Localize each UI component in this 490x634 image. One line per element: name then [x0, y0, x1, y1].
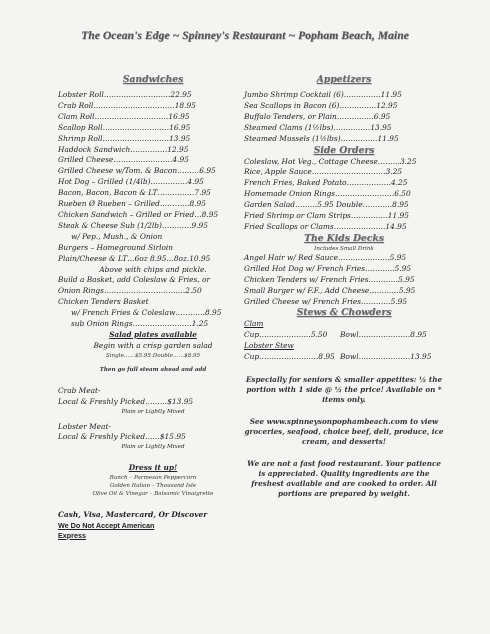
clam-cup: Cup…………………5.50 [244, 330, 328, 340]
menu-item: Scallop Roll………………………16.95 [58, 122, 191, 132]
sandwiches-list [58, 90, 248, 330]
no-amex-note-1: We Do Not Accept American [58, 521, 155, 531]
menu-item: Angel Hair w/ Red Sauce…………………5.95 [244, 252, 407, 262]
menu-item: Chicken Tenders w/ French Fries…………5.95 [244, 274, 415, 284]
lobster-meat-label: Lobster Meat- [58, 421, 111, 431]
lobster-bowl: Bowl…………………13.95 [340, 352, 432, 362]
lobster-cup: Cup……………………8.95 [244, 352, 335, 362]
crab-meat-label: Crab Meat- [58, 385, 101, 395]
crab-meat-block [58, 386, 248, 416]
menu-item: Plain/Cheese & LT…6oz 8.95…8oz.10.95 [58, 253, 211, 263]
crab-meat-price: Local & Freshly Picked………$13.95 [58, 396, 194, 406]
lobster-meat-note: Plain or Lightly Mixed [121, 444, 185, 451]
left-column [58, 74, 248, 540]
menu-item: Lobster Roll………………………22.95 [58, 90, 192, 99]
clam-prices [244, 330, 444, 341]
salad-prices: Single……$5.95 Double……$8.95 [105, 352, 201, 359]
dress-heading: Dress it up! [128, 463, 178, 473]
menu-item: Steamed Clams (1½lbs)……………13.95 [244, 122, 392, 132]
menu-item: Shrimp Roll………………………13.95 [58, 133, 191, 143]
menu-item: Grilled Cheese w/Tom. & Bacon………6.95 [58, 166, 216, 176]
lobster-stew-prices [244, 352, 444, 363]
menu-item: Fried Scallops or Clams…………………14.95 [244, 221, 407, 231]
page-title: The Ocean's Edge ~ Spinney's Restaurant ~ Popham Beach, Maine [81, 30, 409, 42]
menu-item: Steak & Cheese Sub (1/2lb)…………9.95 [58, 220, 208, 230]
fast-food-note: We are not a fast food restaurant. Your patience is appreciated. Quality ingredients are the freshest available and are cooked to order. All portions are prepared by weight. [247, 459, 441, 499]
dressing-item: Golden Italian – Thousand Isle [109, 483, 197, 490]
menu-item: Bacon, Bacon, Bacon & LT……………7.95 [58, 188, 211, 198]
menu-item: Jumbo Shrimp Cocktail (6)……………11.95 [244, 90, 402, 99]
menu-item: Burgers – Homeground Sirloin [58, 242, 174, 252]
lobster-stew-label: Lobster Stew [244, 341, 294, 351]
clam-label: Clam [244, 319, 264, 329]
appetizers-heading: Appetizers [316, 74, 372, 85]
dressing-item: Ranch – Parmesan Peppercorn [109, 475, 197, 482]
menu-item: Chicken Tenders Basket [58, 297, 149, 307]
menu-item: Coleslaw, Hot Veg., Cottage Cheese………3.25 [244, 156, 417, 166]
menu-item: French Fries, Baked Potato………………4.25 [244, 178, 408, 188]
menu-item: Small Burger w/ F.F., Add Cheese…………5.95 [244, 285, 416, 295]
salad-note: Then go full steam ahead and add [99, 366, 207, 373]
menu-item: Fried Shrimp or Clam Strips……………11.95 [244, 211, 409, 221]
menu-item: sub Onion Rings……………………1.25 [71, 319, 209, 329]
payment-note: Cash, Visa, Mastercard, Or Discover [58, 510, 208, 520]
salad-line: Begin with a crisp garden salad [93, 340, 213, 350]
menu-item: Haddock Sandwich……………12.95 [58, 144, 189, 154]
kids-heading: The Kids Decks [304, 232, 384, 244]
menu-item: Sea Scallops in Bacon (6)……………12.95 [244, 100, 398, 110]
menu-item: Homemade Onion Rings……………………6.50 [244, 189, 411, 199]
menu-item: w/ French Fries & Coleslaw…………8.95 [71, 308, 222, 318]
menu-item: Buffalo Tenders, or Plain……………6.95 [244, 111, 391, 121]
menu-item: Steamed Mussels (1½lbs)……………11.95 [244, 133, 399, 143]
right-column [244, 74, 444, 499]
menu-item: Rueben Ø Rueben – Grilled…………8.95 [58, 199, 206, 209]
menu-item: Grilled Cheese……………………4.95 [58, 155, 189, 165]
seniors-note: Especially for seniors & smaller appetites: ½ the portion with 1 side @ ½ the price! Available on * items only. [245, 375, 443, 405]
menu-item: Build a Basket, add Coleslaw & Fries, or [58, 275, 211, 285]
lobster-meat-price: Local & Freshly Picked……$15.95 [58, 432, 186, 442]
kids-subheading: Includes Small Drink [314, 245, 374, 252]
menu-item: Grilled Hot Dog w/ French Fries…………5.95 [244, 263, 412, 273]
menu-item: Garden Salad………5.95 Double…………8.95 [244, 200, 409, 210]
menu-item-detail: Above with chips and pickle. [99, 264, 207, 274]
dressing-item: Olive Oil & Vinegar – Balsamic Vinaigrette [92, 491, 214, 498]
menu-item: Clam Roll…………………………16.95 [58, 111, 190, 121]
salad-heading: Salad plates available [109, 329, 197, 339]
crab-meat-note: Plain or Lightly Mixed [121, 408, 185, 415]
menu-item: Rice, Apple Sauce…………………………3.25 [244, 167, 403, 177]
stews-heading: Stews & Chowders [296, 307, 392, 319]
menu-item: Onion Rings……………………………2.50 [58, 286, 202, 296]
sandwiches-heading: Sandwiches [122, 74, 184, 85]
clam-bowl: Bowl…………………8.95 [340, 330, 427, 340]
website-note: See www.spinneysonpophambeach.com to view groceries, seafood, choice beef, deli, produce, ice cream, and desserts! [244, 417, 444, 447]
menu-item-detail: w/ Pep., Mush., & Onion [71, 231, 163, 241]
menu-item: Grilled Cheese w/ French Fries…………5.95 [244, 296, 408, 306]
menu-item: Chicken Sandwich – Grilled or Fried…8.95 [58, 209, 219, 219]
lobster-meat-block [58, 422, 248, 452]
menu-item: Crab Roll……………………………18.95 [58, 100, 196, 110]
menu-item: Hot Dog – Grilled (1/4lb)……………4.95 [58, 177, 204, 187]
no-amex-note-2: Express [58, 530, 86, 540]
side-orders-heading: Side Orders [313, 144, 375, 156]
